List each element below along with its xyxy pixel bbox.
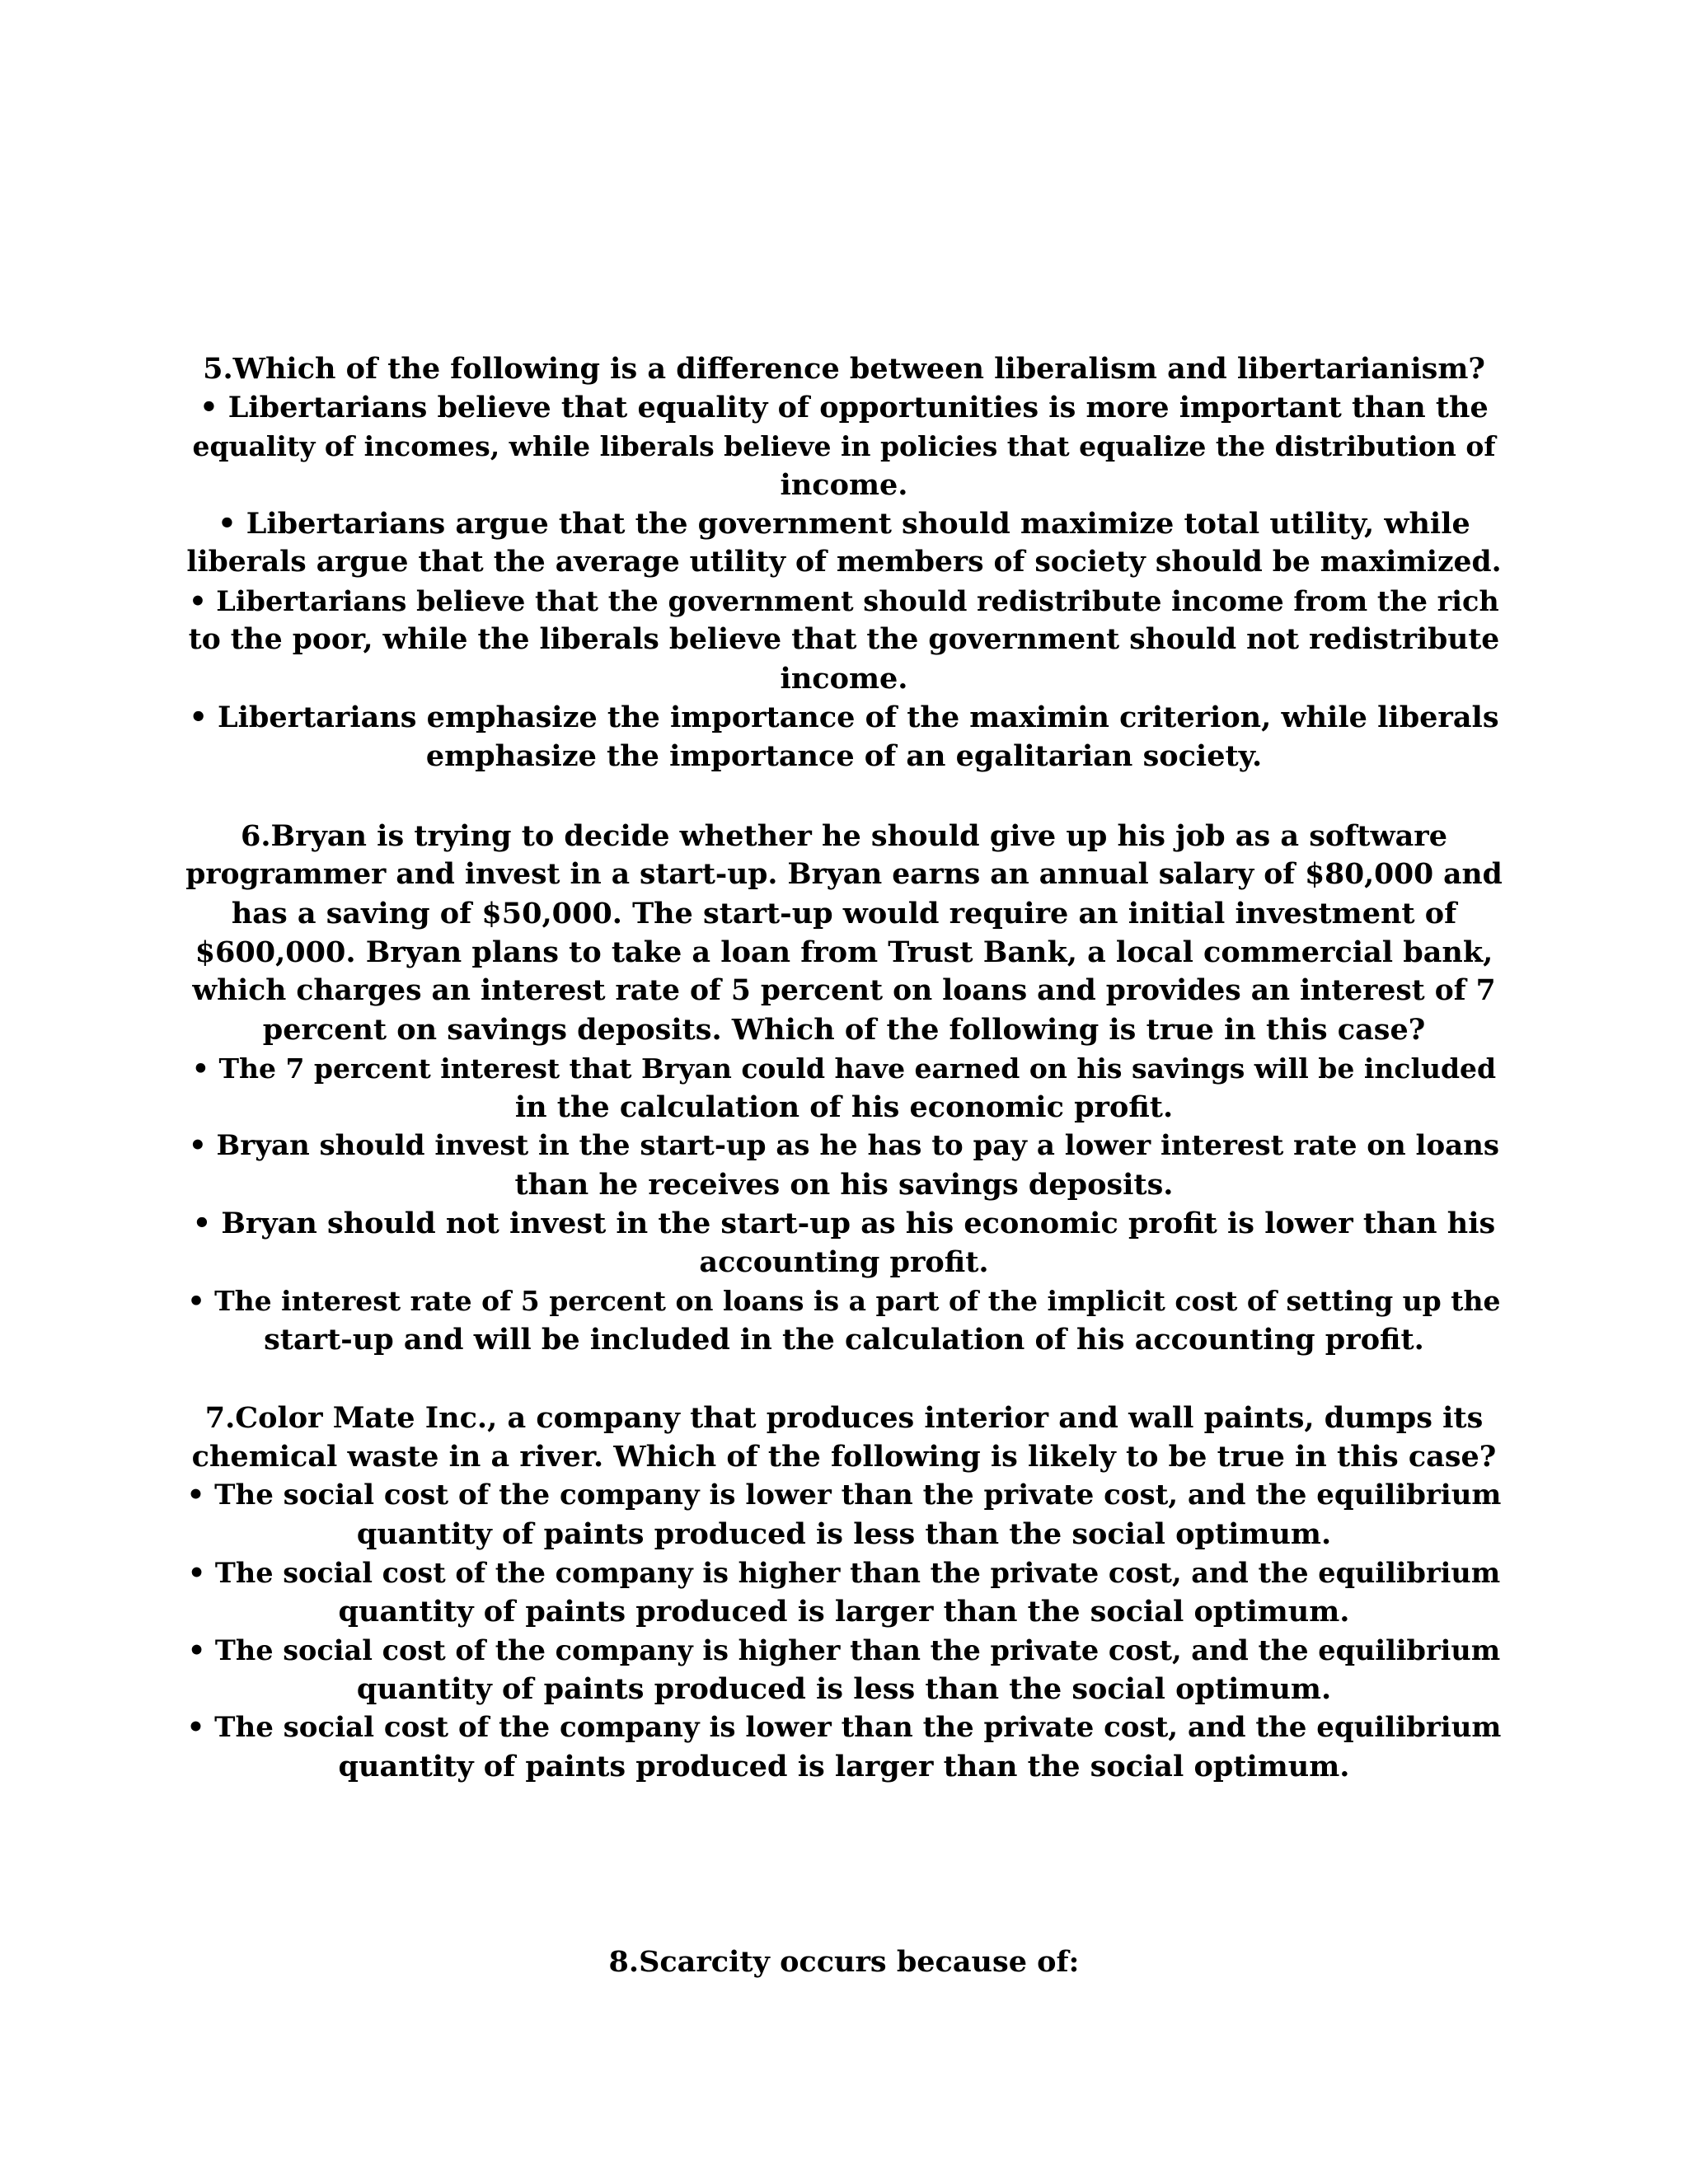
question-6-prompt: percent on savings deposits. Which of the following is true in this case? [262,1013,1426,1047]
question-6-prompt: programmer and invest in a start-up. Bryan earns an annual salary of $80,000 and [185,858,1503,891]
question-6-prompt: has a saving of $50,000. The start-up would require an initial investment of [231,897,1457,930]
question-8-prompt: 8.Scarcity occurs because of: [608,1945,1080,1979]
question-7-option-line: • The social cost of the company is lower than the private cost, and the equilibrium [186,1711,1502,1744]
question-6-prompt: which charges an interest rate of 5 percent on loans and provides an interest of 7 [192,974,1496,1007]
question-7-option-line: quantity of paints produced is larger than the social optimum. [338,1595,1350,1629]
question-5-option-line: equality of incomes, while liberals believe in policies that equalize the distribution of [192,430,1496,462]
question-8 [185,1943,1503,1981]
question-6-prompt: 6.Bryan is trying to decide whether he should give up his job as a software [240,819,1448,853]
question-5-option-line: • Libertarians believe that equality of opportunities is more important than the [199,391,1489,424]
question-6-option-line: • Bryan should not invest in the start-up as his economic profit is lower than his [192,1207,1496,1240]
question-7-prompt: 7.Color Mate Inc., a company that produces interior and wall paints, dumps its [204,1401,1484,1435]
question-7 [185,1399,1503,1786]
question-6-option-line: start-up and will be included in the calculation of his accounting profit. [264,1323,1424,1357]
question-6-option-line: • Bryan should invest in the start-up as he has to pay a lower interest rate on loans [188,1129,1500,1162]
question-6 [185,817,1503,1359]
question-7-option-line: • The social cost of the company is lower than the private cost, and the equilibrium [186,1479,1502,1511]
question-7-prompt: chemical waste in a river. Which of the following is likely to be true in this case? [191,1440,1497,1474]
question-6-option-line: • The interest rate of 5 percent on loans is a part of the implicit cost of setting up the [187,1285,1501,1317]
question-5-option-line: liberals argue that the average utility of members of society should be maximized. [186,546,1502,579]
question-7-option-line: • The social cost of the company is higher than the private cost, and the equilibrium [187,1557,1501,1589]
question-6-prompt: $600,000. Bryan plans to take a loan from Trust Bank, a local commercial bank, [195,935,1493,969]
question-7-option-line: quantity of paints produced is less than the social optimum. [356,1672,1332,1706]
question-7-option-line: • The social cost of the company is higher than the private cost, and the equilibrium [187,1634,1501,1666]
question-5-option-line: income. [780,662,908,696]
question-6-option-line: accounting profit. [699,1245,989,1279]
question-6-option-line: • The 7 percent interest that Bryan could have earned on his savings will be included [191,1052,1497,1085]
question-5-option-line: income. [780,468,908,502]
question-5-option-line: • Libertarians believe that the government should redistribute income from the rich [189,585,1499,617]
question-5-option-line: to the poor, while the liberals believe that the government should not redistribute [188,623,1500,656]
question-7-option-line: quantity of paints produced is larger than the social optimum. [338,1750,1350,1783]
question-5 [185,349,1503,776]
question-6-option-line: than he receives on his savings deposits. [514,1168,1174,1202]
question-5-option-line: • Libertarians argue that the government should maximize total utility, while [218,507,1470,541]
question-5-option-line: • Libertarians emphasize the importance of the maximin criterion, while liberals [189,701,1499,734]
question-6-option-line: in the calculation of his economic profit. [514,1090,1174,1124]
question-5-option-line: emphasize the importance of an egalitarian society. [425,739,1263,773]
question-7-option-line: quantity of paints produced is less than the social optimum. [356,1517,1332,1551]
question-5-prompt: 5.Which of the following is a difference between liberalism and libertarianism? [203,352,1485,386]
